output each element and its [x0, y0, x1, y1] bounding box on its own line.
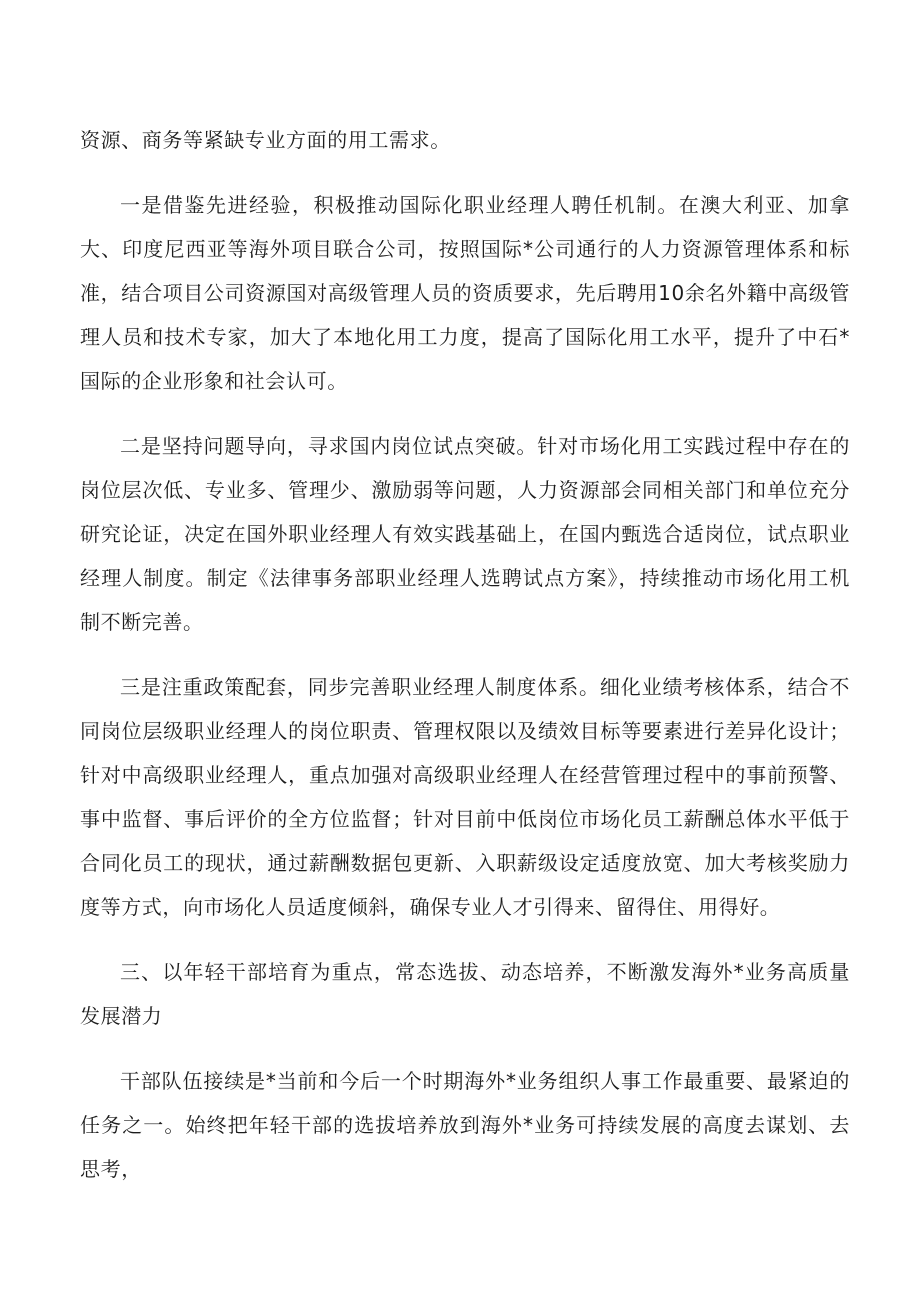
section-heading-young-cadres: 三、以年轻干部培育为重点，常态选拔、动态培养，不断激发海外*业务高质量发展潜力	[80, 960, 850, 1028]
paragraph-continuation: 资源、商务等紧缺专业方面的用工需求。	[80, 128, 451, 152]
paragraph-international-managers: 一是借鉴先进经验，积极推动国际化职业经理人聘任机制。在澳大利亚、加拿大、印度尼西亚等海外项目联合公司，按照国际*公司通行的人力资源管理体系和标准，结合项目公司资源国对高级管理人员的资质要求，先后聘用10余名外籍中高级管理人员和技术专家，加大了本地化用工力度，提高了国际化用工水平，提升了中石*国际的企业形象和社会认可。	[80, 193, 850, 393]
paragraph-policy-support: 三是注重政策配套，同步完善职业经理人制度体系。细化业绩考核体系，结合不同岗位层级职业经理人的岗位职责、管理权限以及绩效目标等要素进行差异化设计；针对中高级职业经理人，重点加强对高级职业经理人在经营管理过程中的事前预警、事中监督、事后评价的全方位监督；针对目前中低岗位市场化员工薪酬总体水平低于合同化员工的现状，通过薪酬数据包更新、入职薪级设定适度放宽、加大考核奖励力度等方式，向市场化人员适度倾斜，确保专业人才引得来、留得住、用得好。	[80, 675, 850, 919]
paragraph-cadre-succession: 干部队伍接续是*当前和今后一个时期海外*业务组织人事工作最重要、最紧迫的任务之一。始终把年轻干部的选拔培养放到海外*业务可持续发展的高度去谋划、去思考，	[80, 1069, 850, 1181]
paragraph-domestic-pilot: 二是坚持问题导向，寻求国内岗位试点突破。针对市场化用工实践过程中存在的岗位层次低、专业多、管理少、激励弱等问题，人力资源部会同相关部门和单位充分研究论证，决定在国外职业经理人有效实践基础上，在国内甄选合适岗位，试点职业经理人制度。制定《法律事务部职业经理人选聘试点方案》，持续推动市场化用工机制不断完善。	[80, 434, 850, 634]
document-body	[80, 118, 850, 1212]
